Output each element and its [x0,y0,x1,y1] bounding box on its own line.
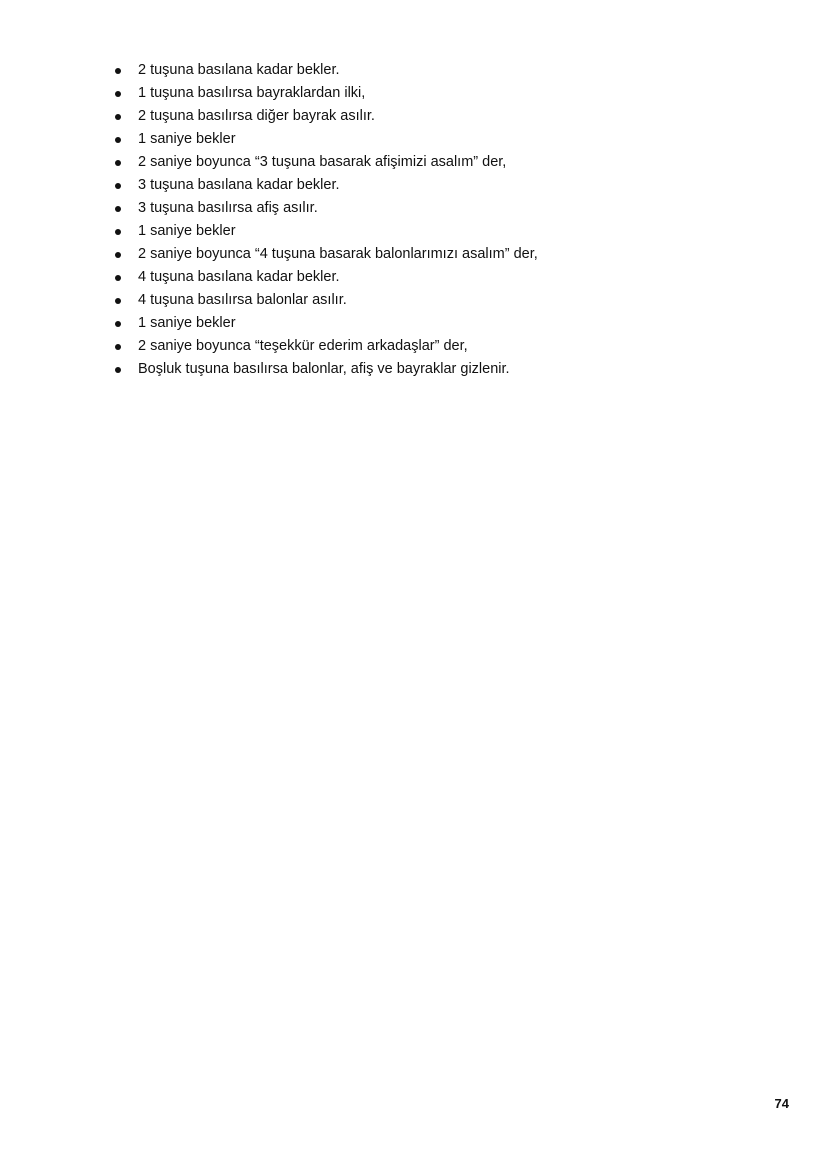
list-item [113,289,538,312]
list-item [113,105,538,128]
list-item [113,197,538,220]
list-item-text: 2 tuşuna basılırsa diğer bayrak asılır. [138,108,375,124]
bullet-icon [115,344,121,350]
list-item [113,335,538,358]
bullet-icon [115,321,121,327]
bullet-icon [115,160,121,166]
list-item [113,243,538,266]
list-item-text: 4 tuşuna basılırsa balonlar asılır. [138,292,347,308]
page-number: 74 [774,1096,789,1111]
bullet-icon [115,137,121,143]
list-item-text: 1 tuşuna basılırsa bayraklardan ilki, [138,85,366,101]
list-item [113,220,538,243]
list-item [113,128,538,151]
instruction-list [113,59,538,381]
list-item-text: 2 saniye boyunca “teşekkür ederim arkadaşlar” der, [138,338,468,354]
list-item [113,59,538,82]
bullet-icon [115,275,121,281]
list-item [113,82,538,105]
list-item-text: 3 tuşuna basılana kadar bekler. [138,177,340,193]
list-item-text: Boşluk tuşuna basılırsa balonlar, afiş ve bayraklar gizlenir. [138,361,510,377]
list-item [113,174,538,197]
bullet-icon [115,183,121,189]
list-item-text: 1 saniye bekler [138,315,236,331]
bullet-icon [115,114,121,120]
bullet-icon [115,229,121,235]
list-item-text: 2 saniye boyunca “3 tuşuna basarak afişimizi asalım” der, [138,154,507,170]
list-item-text: 2 tuşuna basılana kadar bekler. [138,62,340,78]
bullet-icon [115,298,121,304]
bullet-icon [115,206,121,212]
list-item [113,266,538,289]
list-item-text: 2 saniye boyunca “4 tuşuna basarak balonlarımızı asalım” der, [138,246,538,262]
bullet-icon [115,367,121,373]
list-item [113,358,538,381]
bullet-icon [115,252,121,258]
list-item-text: 3 tuşuna basılırsa afiş asılır. [138,200,318,216]
bullet-icon [115,68,121,74]
list-item-text: 1 saniye bekler [138,223,236,239]
list-item-text: 1 saniye bekler [138,131,236,147]
list-item-text: 4 tuşuna basılana kadar bekler. [138,269,340,285]
bullet-icon [115,91,121,97]
list-item [113,151,538,174]
list-item [113,312,538,335]
